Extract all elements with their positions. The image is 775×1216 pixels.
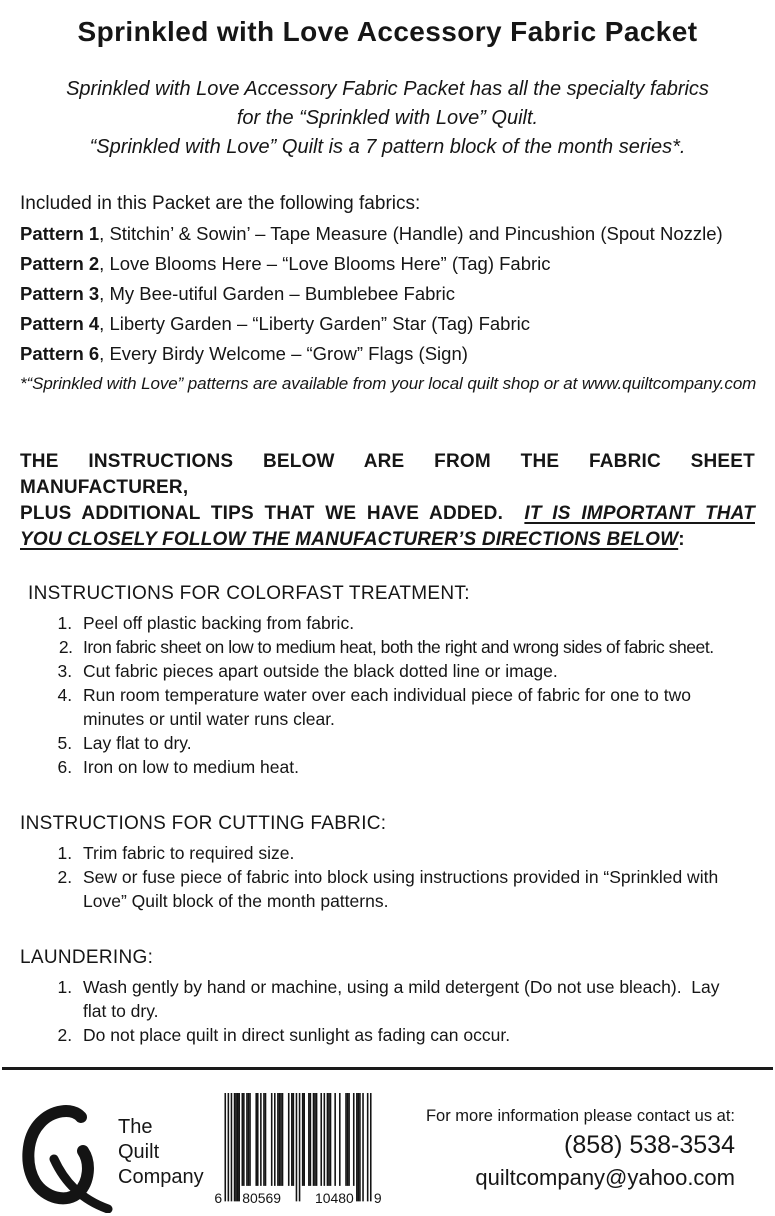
pattern-label: Pattern 4 bbox=[20, 313, 100, 334]
page-title: Sprinkled with Love Accessory Fabric Packet bbox=[77, 16, 698, 47]
included-fabrics-section bbox=[20, 189, 755, 399]
q-logo-icon bbox=[18, 1101, 118, 1213]
manufacturer-note-emphasis: YOU CLOSELY FOLLOW THE MANUFACTURER’S DIRECTIONS BELOW bbox=[20, 529, 679, 550]
pattern-row bbox=[20, 249, 755, 279]
fabric-packet-sheet bbox=[0, 16, 775, 1216]
pattern-row bbox=[20, 219, 755, 249]
list-item: 6. Iron on low to medium heat. bbox=[77, 755, 755, 779]
list-item: 3. Cut fabric pieces apart outside the black dotted line or image. bbox=[77, 659, 755, 683]
pattern-label: Pattern 1 bbox=[20, 223, 100, 244]
upc-barcode bbox=[212, 1093, 384, 1206]
manufacturer-note-line bbox=[20, 501, 755, 527]
manufacturer-note-emphasis: IT IS IMPORTANT THAT bbox=[524, 503, 755, 524]
laundering-heading: LAUNDERING: bbox=[20, 947, 154, 968]
manufacturer-note-line: THE INSTRUCTIONS BELOW ARE FROM THE FABRIC SHEET MANUFACTURER, bbox=[20, 451, 755, 498]
manufacturer-note-text: : bbox=[678, 529, 685, 550]
pattern-desc: , My Bee-utiful Garden – Bumblebee Fabric bbox=[99, 283, 455, 304]
pattern-label: Pattern 6 bbox=[20, 343, 100, 364]
intro-paragraph bbox=[0, 75, 775, 162]
patterns-footnote: *“Sprinkled with Love” patterns are available from your local quilt shop or at www.quiltcompany.com bbox=[20, 374, 757, 393]
barcode-right-digit: 9 bbox=[373, 1189, 382, 1206]
intro-line: Sprinkled with Love Accessory Fabric Packet has all the specialty fabrics bbox=[66, 78, 709, 100]
cutting-list bbox=[20, 841, 755, 913]
list-item: 2. Iron fabric sheet on low to medium heat, both the right and wrong sides of fabric sheet. bbox=[77, 635, 755, 659]
list-item: 1. Peel off plastic backing from fabric. bbox=[77, 611, 755, 635]
pattern-desc: , Love Blooms Here – “Love Blooms Here” (Tag) Fabric bbox=[99, 253, 551, 274]
pattern-label: Pattern 3 bbox=[20, 283, 100, 304]
manufacturer-note-line bbox=[20, 527, 755, 553]
pattern-row bbox=[20, 339, 755, 369]
intro-line: “Sprinkled with Love” Quilt is a 7 pattern block of the month series*. bbox=[89, 136, 686, 158]
pattern-label: Pattern 2 bbox=[20, 253, 100, 274]
contact-phone: (858) 538-3534 bbox=[564, 1131, 735, 1159]
barcode-left-digit: 6 bbox=[214, 1189, 223, 1206]
pattern-desc: , Every Birdy Welcome – “Grow” Flags (Sign) bbox=[99, 343, 468, 364]
company-name-line: Quilt bbox=[118, 1141, 160, 1163]
included-heading: Included in this Packet are the following fabrics: bbox=[20, 193, 421, 214]
manufacturer-note-text: PLUS ADDITIONAL TIPS THAT WE HAVE ADDED. bbox=[20, 503, 525, 524]
list-item: 4. Run room temperature water over each individual piece of fabric for one to two minutes or until water runs clear. bbox=[77, 683, 743, 731]
list-item: 5. Lay flat to dry. bbox=[77, 731, 755, 755]
barcode-group2: 10480 bbox=[315, 1189, 354, 1206]
list-item: 1. Wash gently by hand or machine, using a mild detergent (Do not use bleach). Lay flat to dry. bbox=[77, 975, 743, 1023]
colorfast-list bbox=[20, 611, 755, 779]
company-name-line: Company bbox=[118, 1166, 204, 1188]
laundering-list bbox=[20, 975, 755, 1047]
manufacturer-note bbox=[20, 449, 755, 553]
company-name-line: The bbox=[118, 1116, 153, 1138]
colorfast-heading: INSTRUCTIONS FOR COLORFAST TREATMENT: bbox=[28, 583, 470, 604]
cutting-heading: INSTRUCTIONS FOR CUTTING FABRIC: bbox=[20, 813, 387, 834]
colorfast-section bbox=[20, 581, 755, 779]
list-item: 2. Do not place quilt in direct sunlight as fading can occur. bbox=[77, 1023, 755, 1047]
quilt-company-logo bbox=[18, 1101, 204, 1213]
footer-divider bbox=[2, 1067, 773, 1070]
pattern-desc: , Liberty Garden – “Liberty Garden” Star (Tag) Fabric bbox=[99, 313, 530, 334]
pattern-row bbox=[20, 279, 755, 309]
footer bbox=[0, 1091, 775, 1216]
contact-block bbox=[426, 1105, 735, 1193]
list-item: 1. Trim fabric to required size. bbox=[77, 841, 755, 865]
list-item: 2. Sew or fuse piece of fabric into block using instructions provided in “Sprinkled with Love” Quilt block of the month patterns. bbox=[77, 865, 743, 913]
pattern-row bbox=[20, 309, 755, 339]
company-name bbox=[118, 1101, 204, 1190]
pattern-desc: , Stitchin’ & Sowin’ – Tape Measure (Handle) and Pincushion (Spout Nozzle) bbox=[99, 223, 723, 244]
barcode-group1: 80569 bbox=[242, 1189, 281, 1206]
contact-info-line: For more information please contact us at: bbox=[425, 1107, 735, 1125]
contact-email: quiltcompany@yahoo.com bbox=[475, 1165, 735, 1190]
intro-line: for the “Sprinkled with Love” Quilt. bbox=[236, 107, 539, 129]
laundering-section bbox=[20, 945, 755, 1047]
cutting-section bbox=[20, 811, 755, 913]
